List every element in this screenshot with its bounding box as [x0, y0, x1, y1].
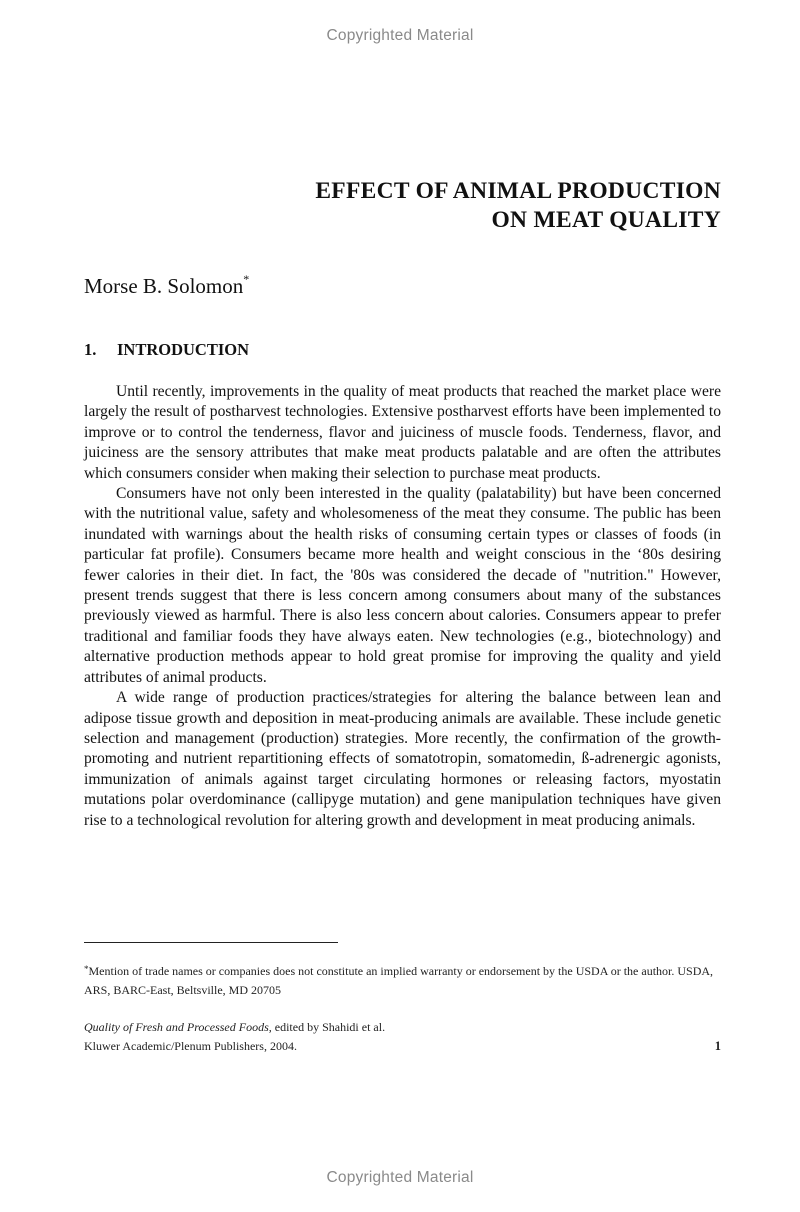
- copyright-watermark-bottom: Copyrighted Material: [326, 1169, 474, 1186]
- paragraph-3: A wide range of production practices/strategies for altering the balance between lean and adipose tissue growth and deposition in meat-producing animals are available. These include genetic selection and management (production) strategies. More recently, the confirmation of the growth-promoting and nutrient repartitioning effects of somatotropin, somatomedin, ß-adrenergic agonists, immunization of animals against target circulating hormones or releasing factors, myostatin mutations polar overdominance (callipyge mutation) and gene manipulation techniques have given rise to a technological revolution for altering growth and development in meat producing animals.: [84, 689, 721, 829]
- citation-line-1: [84, 1018, 721, 1037]
- citation-line-2: [84, 1037, 721, 1056]
- section-heading: [84, 340, 249, 360]
- footnote: [84, 963, 721, 999]
- book-title: Quality of Fresh and Processed Foods,: [84, 1020, 272, 1034]
- chapter-title-line-1: EFFECT OF ANIMAL PRODUCTION: [315, 178, 721, 204]
- author-footnote-marker: *: [243, 272, 250, 286]
- footnote-text: Mention of trade names or companies does not constitute an implied warranty or endorsement by the USDA or the author. USDA, ARS, BARC-East, Beltsville, MD 20705: [84, 964, 714, 997]
- chapter-title: [315, 177, 721, 235]
- author-name: Morse B. Solomon: [84, 274, 244, 298]
- citation-block: [84, 1018, 721, 1055]
- page-number: 1: [714, 1038, 721, 1053]
- chapter-title-line-2: ON MEAT QUALITY: [491, 207, 721, 233]
- edited-by: edited by Shahidi et al.: [271, 1020, 386, 1034]
- publisher: Kluwer Academic/Plenum Publishers, 2004.: [84, 1038, 297, 1053]
- copyright-watermark-top: Copyrighted Material: [326, 27, 474, 44]
- paragraph-1: Until recently, improvements in the quality of meat products that reached the market place were largely the result of postharvest technologies. Extensive postharvest efforts have been implemented to improve or to control the tenderness, flavor and juiciness of muscle foods. Tenderness, flavor, and juiciness are the sensory attributes that make meat products palatable and are often the attributes which consumers consider when making their selection to purchase meat products.: [84, 383, 721, 482]
- body-text: [84, 382, 721, 831]
- section-number: 1.: [84, 340, 97, 359]
- paragraph-2: Consumers have not only been interested in the quality (palatability) but have been concerned with the nutritional value, safety and wholesomeness of the meat they consume. The public has been inundated with warnings about the health risks of consuming certain types or classes of foods (in particular fat profile). Consumers became more health and weight conscious in the ‘80s desiring fewer calories in their diet. In fact, the '80s was considered the decade of "nutrition." However, present trends suggest that there is less concern among consumers about many of the substances previously viewed as harmful. There is also less concern about calories. Consumers appear to prefer traditional and familiar foods they have always eaten. New technologies (e.g., biotechnology) and alternative production methods appear to hold great promise for improving the quality and yield attributes of animal products.: [84, 485, 721, 686]
- author-byline: [84, 274, 249, 299]
- footnote-marker: *: [84, 964, 89, 974]
- section-title: INTRODUCTION: [117, 340, 250, 359]
- footnote-divider: [84, 942, 338, 943]
